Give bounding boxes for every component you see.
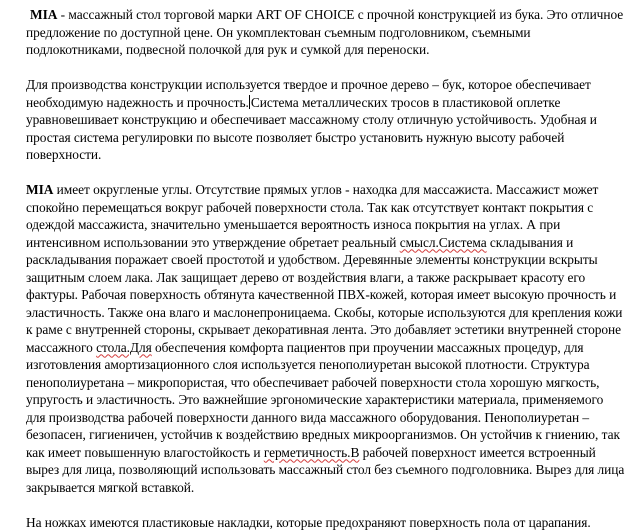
paragraph-legs xyxy=(26,514,626,531)
spelling-error-word[interactable]: герметичность.В xyxy=(264,445,360,460)
paragraph-text: На ножках имеются пластиковые накладки, которые предохраняют поверхность пола от царапания. xyxy=(26,515,591,530)
paragraph-corners xyxy=(26,181,626,496)
paragraph-text: рабочей поверхност имеется встроенный вырез для лица, позволяющий использовать массажный стол без съемного подголовника. Вырез для лица закрывается мягкой вставкой. xyxy=(26,445,624,495)
paragraph-text: Система металлических тросов в пластиковой оплетке уравновешивает конструкцию и обеспечивает массажному столу отличную устойчивость. Удобная и простая система регулировки по высоте позволяет быстро установить нужную высоту рабочей поверхности. xyxy=(26,95,597,163)
spelling-error-word[interactable]: смысл.Система xyxy=(400,235,487,250)
paragraph-intro xyxy=(26,6,626,59)
spelling-error-word[interactable]: стола.Для xyxy=(96,340,152,355)
paragraph-text: обеспечения комфорта пациентов при проучении массажных процедур, для изготовления амортизационного слоя используется пенополиуретан высокой плотности. Структура пенополиуретана – микропористая, что обеспечивает рабочей поверхности стола хорошую мягкость, упругость и эластичность. Это важнейшие эргономические характеристики материала, применяемого для производства рабочей поверхности данного вида массажного оборудования. Пенополиуретан – безопасен, гигиеничен, устойчив к воздействию вредных микроорганизмов. Он устойчив к гниению, так как имеет повышенную влагостойкость и xyxy=(26,340,620,460)
paragraph-text: складывания и раскладывания поражает своей простотой и удобством. Деревянные элементы конструкции вскрыты защитным слоем лака. Лак защищает дерево от воздействия влаги, а также раскрывает красоту его фактуры. Рабочая поверхность обтянута качественной ПВХ-кожей, которая имеет высокую прочность и эластичность. Также она влаго и маслонепроницаема. Скобы, которые используются для крепления кожи к раме с внутренней стороны, скрывает декоративная лента. Это добавляет эстетики внутренней стороне массажного xyxy=(26,235,622,355)
paragraph-text: Для производства конструкции используется твердое и прочное дерево – бук, которое обеспечивает необходимую надежность и прочность. xyxy=(26,77,591,110)
brand-name: MIA xyxy=(30,7,57,22)
paragraph-construction xyxy=(26,76,626,164)
paragraph-text: - массажный стол торговой марки ART OF CHOICE с прочной конструкцией из бука. Это отличное предложение по доступной цене. Он укомплектован съемным подголовником, съемными подлокотниками, подвесной полочкой для рук и сумкой для переноски. xyxy=(26,7,623,57)
paragraph-text: имеет округленые углы. Отсутствие прямых углов - находка для массажиста. Массажист может спокойно перемещаться вокруг рабочей поверхности стола. Так как отсутствует контакт покрытия с одеждой массажиста, значительно уменьшается вероятность износа покрытия на углах. А при интенсивном использовании это утверждение обретает реальный xyxy=(26,182,598,250)
brand-name: MIA xyxy=(26,182,53,197)
